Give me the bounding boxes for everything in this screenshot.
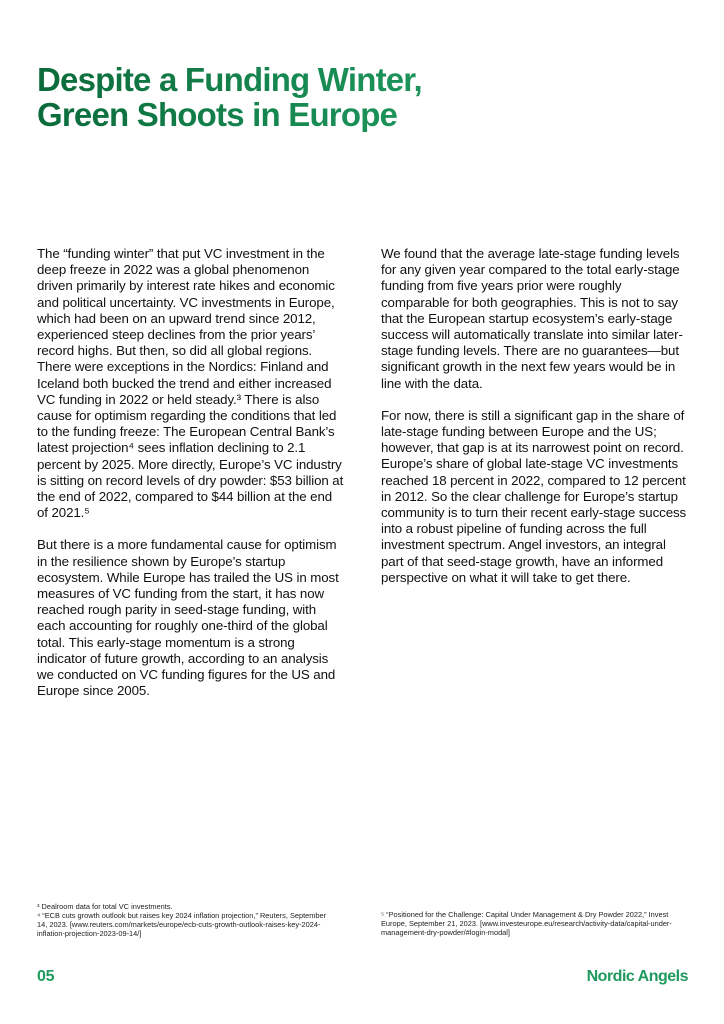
body-paragraph: The “funding winter” that put VC investment in the deep freeze in 2022 was a global phenomenon driven primarily by interest rate hikes and economic and political uncertainty. VC investments in Europe, which had been on an upward trend since 2012, experienced steep declines from the prior years’ record highs. But then, so did all global regions. There were exceptions in the Nordics: Finland and Iceland both bucked the trend and either increased VC funding in 2022 or held steady.³ There is also cause for optimism regarding the conditions that led to the funding freeze: The European Central Bank’s latest projection⁴ sees inflation declining to 2.1 percent by 2025. More directly, Europe’s VC industry is sitting on record levels of dry powder: $53 billion at the end of 2022, compared to $44 billion at the end of 2021.⁵ bbox=[37, 246, 344, 521]
footnotes-left bbox=[37, 902, 337, 938]
body-paragraph: For now, there is still a significant gap in the share of late-stage funding between Europe and the US; however, that gap is at its narrowest point on record. Europe’s share of global late-stage VC investments reached 18 percent in 2022, compared to 12 percent in 2012. So the clear challenge for Europe’s startup community is to turn their recent early-stage success into a robust pipeline of funding across the full investment spectrum. Angel investors, an integral part of that seed-stage growth, have an informed perspective on what it will take to get there. bbox=[381, 407, 687, 585]
footnote: ³ Dealroom data for total VC investments. bbox=[37, 902, 173, 911]
body-paragraph: But there is a more fundamental cause for optimism in the resilience shown by Europe’s startup ecosystem. While Europe has trailed the US in most measures of VC funding from the start, it has now reached rough parity in seed-stage funding, with each accounting for roughly one-third of the global total. This early-stage momentum is a strong indicator of future growth, according to an analysis we conducted on VC funding figures for the US and Europe since 2005. bbox=[37, 537, 339, 699]
page-title-line-1: Despite a Funding Winter, bbox=[37, 61, 422, 98]
page-title-line-2: Green Shoots in Europe bbox=[37, 96, 398, 133]
right-column bbox=[381, 246, 689, 602]
page-number: 05 bbox=[37, 968, 55, 985]
brand-logo: Nordic Angels bbox=[586, 968, 688, 985]
footnote: ⁴ “ECB cuts growth outlook but raises key 2024 inflation projection,” Reuters, September 14, 2023. [www.reuters.com/markets/europe/ecb-cuts-growth-outlook-raises-key-2024-inflation-projection-2023-09-14/] bbox=[37, 911, 327, 938]
footnotes-right bbox=[381, 910, 681, 937]
footnote: ⁵ “Positioned for the Challenge: Capital Under Management & Dry Powder 2022,” Invest Europe, September 21, 2023. [www.investeurope.eu/research/activity-data/capital-under-management-dry-powder/#login-modal] bbox=[381, 910, 672, 937]
page-title bbox=[37, 62, 637, 132]
body-paragraph: We found that the average late-stage funding levels for any given year compared to the total early-stage funding from five years prior were roughly comparable for both geographies. This is not to say that the European startup ecosystem’s early-stage success will automatically translate into similar later-stage funding levels. There are no guarantees—but significant growth in the next few years would be in line with the data. bbox=[381, 246, 683, 391]
left-column bbox=[37, 246, 345, 715]
